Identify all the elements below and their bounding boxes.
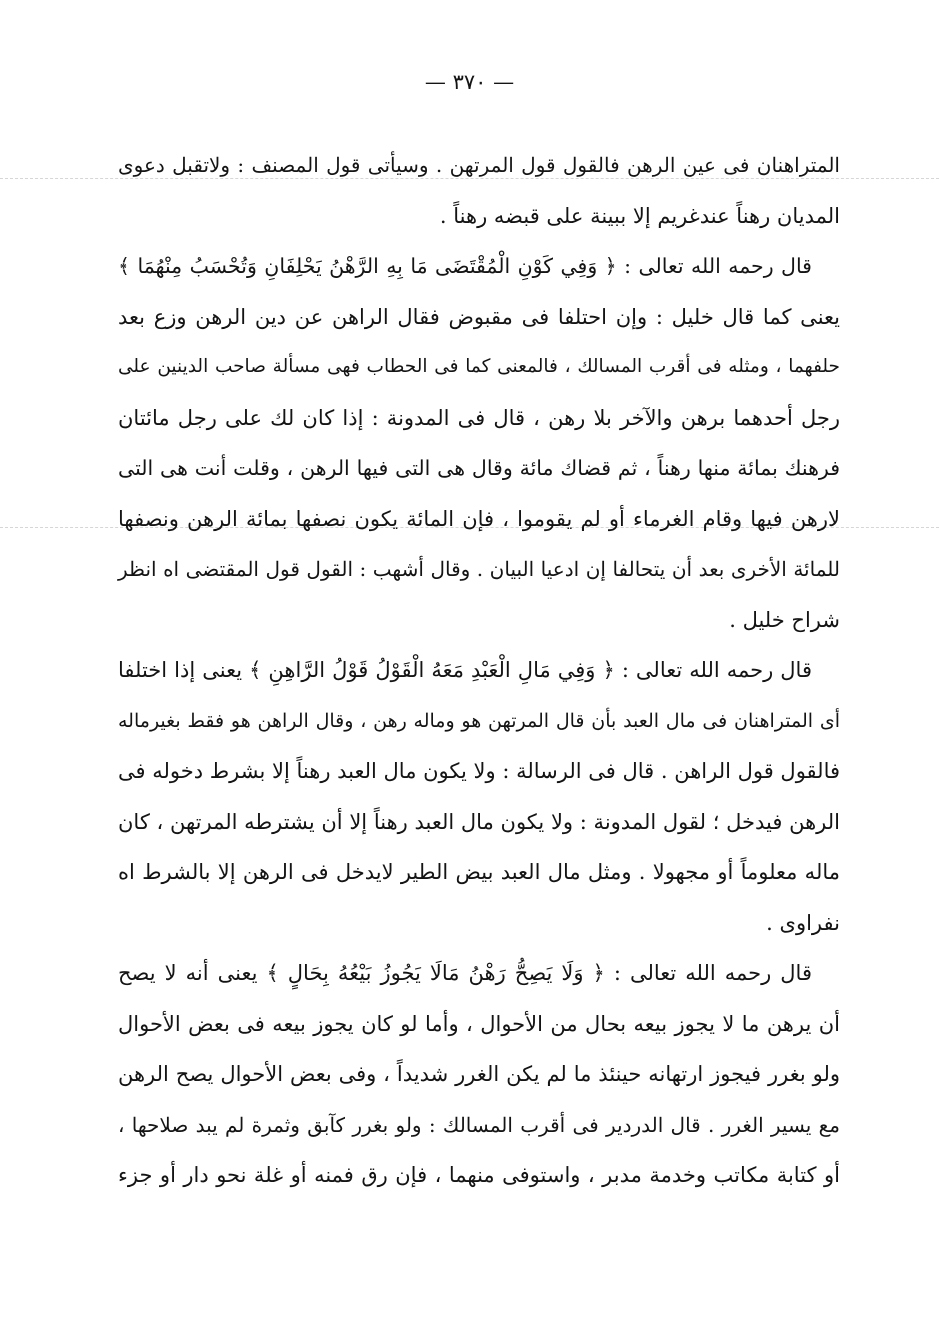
text-line: فالقول قول الراهن . قال فى الرسالة : ولا يكون مال العبد رهناً إلا بشرط دخوله فى <box>118 759 840 783</box>
text-line: نفراوى . <box>766 910 840 935</box>
text-line: رجل أحدهما برهن والآخر بلا رهن ، قال فى المدونة : إذا كان لك على رجل مائتان <box>118 405 840 430</box>
text-line: أى المتراهنان فى مال العبد بأن قال المرتهن هو وماله رهن ، وقال الراهن هو فقط بغيرماله <box>118 709 840 732</box>
text-line: حلفهما ، ومثله فى أقرب المسالك ، فالمعنى كما فى الحطاب فهى مسألة صاحب الدينين على <box>118 356 840 377</box>
text-line: قال رحمه الله تعالى : ﴿ وَلَا يَصِحُّ رَهْنُ مَالَا يَجُوزُ بَيْعُهُ بِحَالٍ ﴾ يعنى أنه لا يصح <box>118 961 812 985</box>
text-line: قال رحمه الله تعالى : ﴿ وَفِي مَالِ الْعَبْدِ مَعَهُ الْقَوْلُ قَوْلُ الرَّاهِنِ ﴾ يعنى إذا اختلفا <box>118 658 812 682</box>
text-line: الرهن فيدخل ؛ لقول المدونة : ولا يكون مال العبد رهناً إلا أن يشترطه المرتهن ، كان <box>118 809 840 834</box>
text-line: المديان رهناً عندغريم إلا ببينة على قبضه رهناً . <box>439 203 840 228</box>
text-line: ماله معلوماً أو مجهولا . ومثل مال العبد بيض الطير لايدخل فى الرهن إلا بالشرط اه <box>118 860 840 884</box>
text-line: شراح خليل . <box>729 607 840 632</box>
text-line: أو كتابة مكاتب وخدمة مدبر ، واستوفى منهما ، فإن رق فمنه أو غلة نحو دار أو جزء <box>118 1163 840 1187</box>
text-line: لارهن فيها وقام الغرماء أو لم يقوموا ، فإن المائة يكون نصفها بمائة الرهن ونصفها <box>118 506 840 531</box>
text-line: قال رحمه الله تعالى : ﴿ وَفِي كَوْنِ الْمُقْتَضَى مَا بِهِ الرَّهْنُ يَحْلِفَانِ وَتُحْسَبُ مِنْهُمَا ﴾ <box>118 254 812 278</box>
text-line: للمائة الأخرى بعد أن يتحالفا إن ادعيا البيان . وقال أشهب : القول قول المقتضى اه انظر <box>118 557 840 581</box>
text-line: المتراهنان فى عين الرهن فالقول قول المرتهن . وسيأتى قول المصنف : ولاتقبل دعوى <box>118 153 840 177</box>
text-line: ولو بغرر فيجوز ارتهانه حينئذ ما لم يكن الغرر شديداً ، وفى بعض الأحوال يصح الرهن <box>118 1062 840 1086</box>
page-number: — ٣٧٠ — <box>424 70 515 94</box>
text-line: يعنى كما قال خليل : وإن احتلفا فى مقبوض فقال الراهن عن دين الرهن وزع بعد <box>118 304 841 329</box>
text-line: مع يسير الغرر . قال الدردير فى أقرب المسالك : ولو بغرر كآبق وثمرة لم يبد صلاحها ، <box>118 1112 840 1137</box>
text-line: فرهنك بمائة منها رهناً ، ثم قضاك مائة وقال هى التى فيها الرهن ، وقلت أنت هى التى <box>118 456 840 480</box>
text-line: أن يرهن ما لا يجوز بيعه بحال من الأحوال ، وأما لو كان يجوز بيعه فى بعض الأحوال <box>118 1011 840 1036</box>
body-text <box>118 140 840 1201</box>
